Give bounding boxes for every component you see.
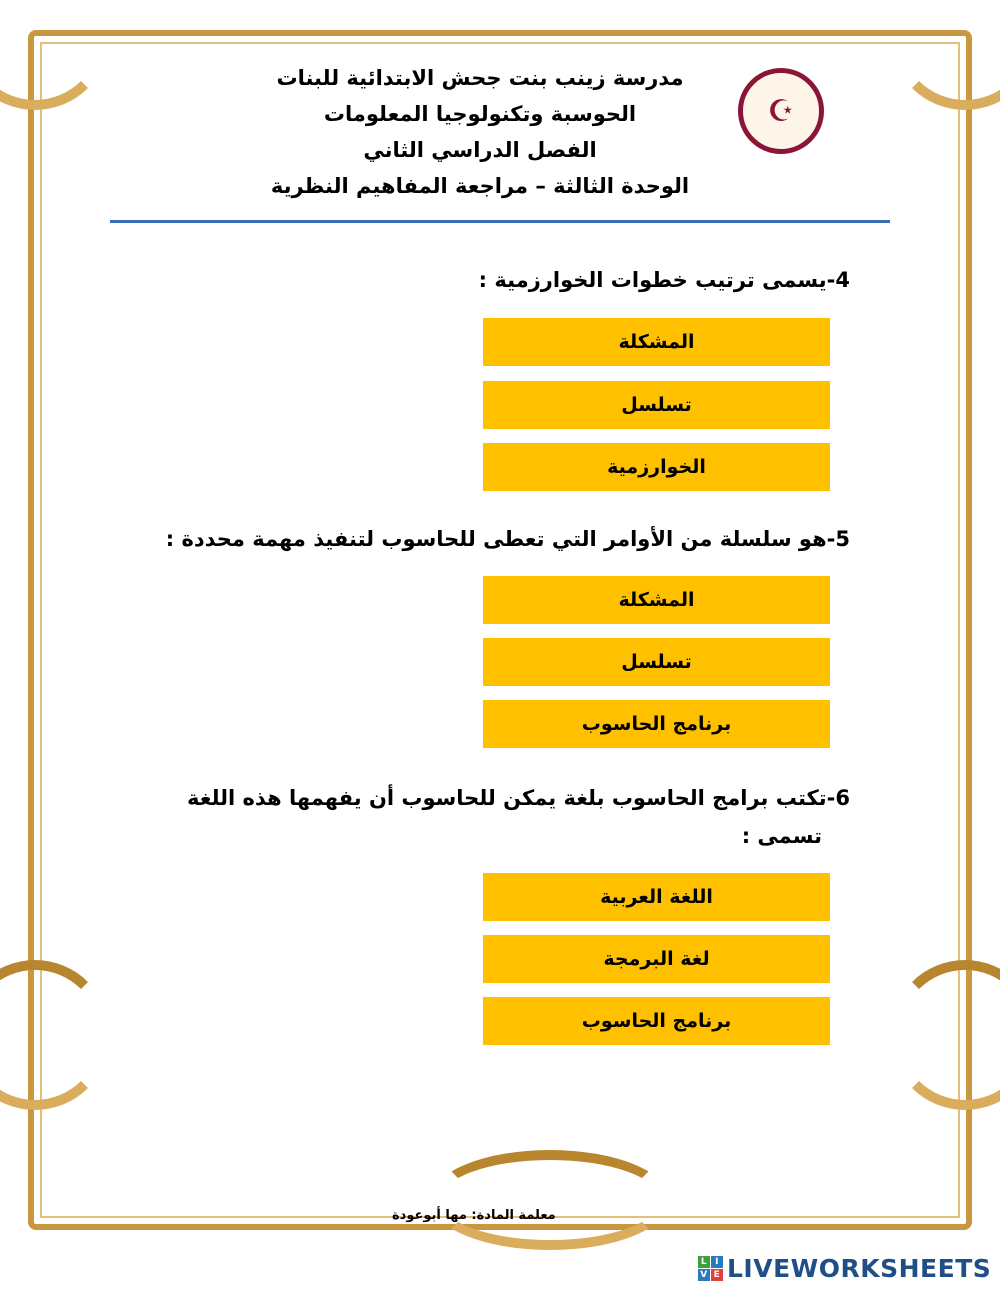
worksheet-header <box>240 60 720 204</box>
unit-title: الوحدة الثالثة – مراجعة المفاهيم النظرية <box>270 174 690 198</box>
bottom-ornament-icon <box>430 1150 670 1250</box>
answer-option[interactable]: الخوارزمية <box>483 443 830 491</box>
question-6: 6-تكتب برامج الحاسوب بلغة يمكن للحاسوب أن يفهمها هذه اللغة <box>186 786 850 810</box>
answer-option[interactable]: تسلسل <box>483 381 830 429</box>
answer-option[interactable]: لغة البرمجة <box>483 935 830 983</box>
teacher-name: معلمة المادة: مها أبوعودة <box>392 1208 556 1223</box>
brand-name: LIVEWORKSHEETS <box>727 1254 992 1283</box>
answer-option[interactable]: تسلسل <box>483 638 830 686</box>
answer-option[interactable]: برنامج الحاسوب <box>483 997 830 1045</box>
answer-option[interactable]: اللغة العربية <box>483 873 830 921</box>
answer-option[interactable]: برنامج الحاسوب <box>483 700 830 748</box>
school-name: مدرسة زينب بنت جحش الابتدائية للبنات <box>276 66 684 90</box>
semester: الفصل الدراسي الثاني <box>363 138 597 162</box>
liveworksheets-brand <box>698 1254 991 1283</box>
header-divider <box>110 220 890 223</box>
liveworksheets-logo-icon: L I V E <box>698 1256 723 1281</box>
question-6-continued: تسمى : <box>741 824 822 848</box>
question-5: 5-هو سلسلة من الأوامر التي تعطى للحاسوب لتنفيذ مهمة محددة : <box>165 527 850 551</box>
answer-option[interactable]: المشكلة <box>483 576 830 624</box>
qatar-ministry-logo: ☪ <box>738 68 824 154</box>
answer-option[interactable]: المشكلة <box>483 318 830 366</box>
subject-name: الحوسبة وتكنولوجيا المعلومات <box>323 102 637 126</box>
question-4: 4-يسمى ترتيب خطوات الخوارزمية : <box>478 268 850 292</box>
